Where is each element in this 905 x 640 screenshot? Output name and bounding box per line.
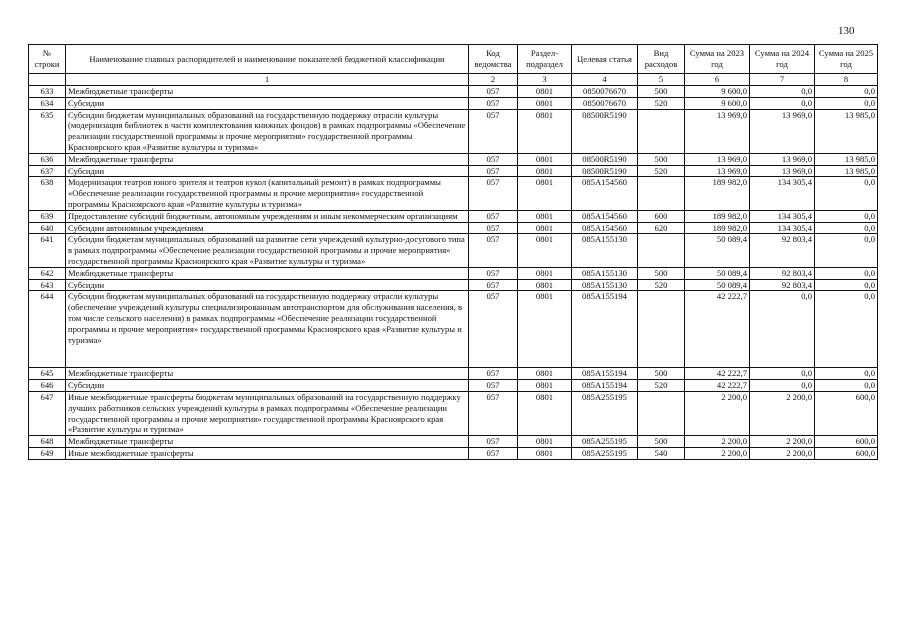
table-row — [29, 165, 878, 177]
row-dept-code: 057 — [469, 234, 518, 267]
row-name: Субсидии — [66, 380, 469, 392]
row-target: 0850076670 — [572, 86, 638, 98]
row-name: Иные межбюджетные трансферты бюджетам муниципальных образований на государственную поддержку лучших работников сельских учреждений культуры в рамках подпрограммы «Обеспечение реализации государственной программы и прочие мероприятия» государственной программы Красноярского края «Развитие культуры и туризма» — [66, 391, 469, 435]
row-target: 085А155130 — [572, 267, 638, 279]
row-sum-2024: 0,0 — [750, 368, 815, 380]
row-target: 085А255195 — [572, 447, 638, 459]
row-sum-2023: 50 089,4 — [685, 267, 750, 279]
row-section: 0801 — [518, 368, 572, 380]
header-section: Раздел-подраздел — [518, 45, 572, 74]
row-sum-2023: 9 600,0 — [685, 86, 750, 98]
row-exp-type: 500 — [638, 86, 685, 98]
row-target: 0850076670 — [572, 97, 638, 109]
row-exp-type: 620 — [638, 222, 685, 234]
header-sum-2024: Сумма на 2024 год — [750, 45, 815, 74]
row-number: 649 — [29, 447, 66, 459]
row-sum-2023: 2 200,0 — [685, 447, 750, 459]
row-sum-2023: 9 600,0 — [685, 97, 750, 109]
row-dept-code: 057 — [469, 210, 518, 222]
row-exp-type: 600 — [638, 210, 685, 222]
row-dept-code: 057 — [469, 447, 518, 459]
row-sum-2025: 0,0 — [815, 368, 878, 380]
table-row — [29, 380, 878, 392]
row-number: 635 — [29, 109, 66, 153]
row-section: 0801 — [518, 86, 572, 98]
row-sum-2023: 2 200,0 — [685, 391, 750, 435]
row-number: 634 — [29, 97, 66, 109]
row-dept-code: 057 — [469, 97, 518, 109]
row-number: 643 — [29, 279, 66, 291]
table-row — [29, 177, 878, 210]
row-number: 641 — [29, 234, 66, 267]
row-section: 0801 — [518, 234, 572, 267]
row-target: 085А255195 — [572, 391, 638, 435]
row-exp-type: 520 — [638, 279, 685, 291]
row-number: 647 — [29, 391, 66, 435]
table-row — [29, 210, 878, 222]
row-sum-2025: 0,0 — [815, 234, 878, 267]
page-number: 130 — [838, 25, 855, 37]
row-sum-2024: 134 305,4 — [750, 177, 815, 210]
row-number: 646 — [29, 380, 66, 392]
row-dept-code: 057 — [469, 109, 518, 153]
column-number — [29, 74, 66, 86]
row-section: 0801 — [518, 177, 572, 210]
row-number: 639 — [29, 210, 66, 222]
header-row — [29, 45, 878, 74]
row-number: 648 — [29, 436, 66, 448]
row-exp-type: 520 — [638, 97, 685, 109]
row-number: 645 — [29, 368, 66, 380]
row-sum-2025: 0,0 — [815, 86, 878, 98]
row-number: 644 — [29, 291, 66, 368]
row-exp-type: 500 — [638, 153, 685, 165]
row-number: 642 — [29, 267, 66, 279]
table-row — [29, 153, 878, 165]
table-row — [29, 86, 878, 98]
row-section: 0801 — [518, 436, 572, 448]
column-number: 8 — [815, 74, 878, 86]
row-dept-code: 057 — [469, 279, 518, 291]
row-section: 0801 — [518, 210, 572, 222]
row-name: Субсидии — [66, 279, 469, 291]
row-number: 637 — [29, 165, 66, 177]
row-dept-code: 057 — [469, 165, 518, 177]
row-dept-code: 057 — [469, 436, 518, 448]
row-section: 0801 — [518, 391, 572, 435]
row-sum-2023: 189 982,0 — [685, 177, 750, 210]
row-target: 085А155194 — [572, 368, 638, 380]
row-dept-code: 057 — [469, 380, 518, 392]
row-sum-2024: 2 200,0 — [750, 447, 815, 459]
column-number: 4 — [572, 74, 638, 86]
row-name: Иные межбюджетные трансферты — [66, 447, 469, 459]
row-name: Субсидии — [66, 165, 469, 177]
row-sum-2024: 134 305,4 — [750, 222, 815, 234]
row-name: Межбюджетные трансферты — [66, 86, 469, 98]
row-dept-code: 057 — [469, 153, 518, 165]
table-row — [29, 234, 878, 267]
table-row — [29, 368, 878, 380]
header-sum-2025: Сумма на 2025 год — [815, 45, 878, 74]
table-row — [29, 279, 878, 291]
row-name: Межбюджетные трансферты — [66, 436, 469, 448]
row-sum-2024: 0,0 — [750, 97, 815, 109]
row-sum-2024: 2 200,0 — [750, 436, 815, 448]
column-number-row — [29, 74, 878, 86]
row-name: Субсидии бюджетам муниципальных образований на развитие сети учреждений культурно-досугового типа в рамках подпрограммы «Обеспечение реализации государственной программы и прочие мероприятия» государственной программы Красноярского края «Развитие культуры и туризма» — [66, 234, 469, 267]
row-dept-code: 057 — [469, 391, 518, 435]
header-row-no: № строки — [29, 45, 66, 74]
row-sum-2025: 600,0 — [815, 391, 878, 435]
row-dept-code: 057 — [469, 267, 518, 279]
row-exp-type: 520 — [638, 165, 685, 177]
table-row — [29, 267, 878, 279]
row-name: Межбюджетные трансферты — [66, 267, 469, 279]
table-row — [29, 436, 878, 448]
row-sum-2025: 13 985,0 — [815, 153, 878, 165]
row-target: 085А255195 — [572, 436, 638, 448]
row-exp-type — [638, 109, 685, 153]
table-row — [29, 447, 878, 459]
row-target: 08500R5190 — [572, 153, 638, 165]
table-row — [29, 391, 878, 435]
row-target: 085А154560 — [572, 177, 638, 210]
row-dept-code: 057 — [469, 291, 518, 368]
row-target: 08500R5190 — [572, 165, 638, 177]
table-row — [29, 109, 878, 153]
row-section: 0801 — [518, 380, 572, 392]
header-dept-code: Код ведомства — [469, 45, 518, 74]
row-sum-2023: 189 982,0 — [685, 222, 750, 234]
row-sum-2024: 92 803,4 — [750, 279, 815, 291]
row-exp-type — [638, 177, 685, 210]
column-number: 6 — [685, 74, 750, 86]
row-sum-2025: 0,0 — [815, 380, 878, 392]
row-exp-type: 500 — [638, 368, 685, 380]
row-sum-2024: 2 200,0 — [750, 391, 815, 435]
row-section: 0801 — [518, 447, 572, 459]
table-row — [29, 291, 878, 368]
row-section: 0801 — [518, 97, 572, 109]
row-sum-2025: 600,0 — [815, 447, 878, 459]
row-sum-2024: 13 969,0 — [750, 165, 815, 177]
row-sum-2024: 0,0 — [750, 291, 815, 368]
row-target: 085А155194 — [572, 291, 638, 368]
row-exp-type: 500 — [638, 267, 685, 279]
row-sum-2024: 0,0 — [750, 380, 815, 392]
table-row — [29, 97, 878, 109]
budget-table — [28, 44, 878, 460]
row-sum-2023: 42 222,7 — [685, 291, 750, 368]
row-target: 085А154560 — [572, 210, 638, 222]
column-number: 2 — [469, 74, 518, 86]
row-name: Субсидии бюджетам муниципальных образований на государственную поддержку отрасли культуры (модернизация библиотек в части комплектования книжных фондов) в рамках подпрограммы «Обеспечение реализации государственной программы и прочие мероприятия» государственной программы Красноярского края «Развитие культуры и туризма» — [66, 109, 469, 153]
row-target: 085А155194 — [572, 380, 638, 392]
row-exp-type — [638, 234, 685, 267]
row-dept-code: 057 — [469, 222, 518, 234]
row-target: 085А155130 — [572, 234, 638, 267]
row-sum-2025: 13 985,0 — [815, 109, 878, 153]
row-sum-2024: 0,0 — [750, 86, 815, 98]
column-number: 7 — [750, 74, 815, 86]
row-sum-2023: 189 982,0 — [685, 210, 750, 222]
row-sum-2023: 13 969,0 — [685, 153, 750, 165]
row-target: 085А155130 — [572, 279, 638, 291]
row-name: Субсидии бюджетам муниципальных образований на государственную поддержку отрасли культуры (обеспечение учреждений культуры специализированным автотранспортом для обслуживания населения, в том числе сельского населения) в рамках подпрограммы «Обеспечение реализации государственной программы и прочие мероприятия» государственной программы Красноярского края «Развитие культуры и туризма» — [66, 291, 469, 368]
header-exp-type: Вид расходов — [638, 45, 685, 74]
row-sum-2025: 0,0 — [815, 210, 878, 222]
row-sum-2025: 0,0 — [815, 222, 878, 234]
row-name: Межбюджетные трансферты — [66, 153, 469, 165]
row-sum-2024: 13 969,0 — [750, 153, 815, 165]
row-dept-code: 057 — [469, 177, 518, 210]
row-sum-2025: 0,0 — [815, 267, 878, 279]
row-dept-code: 057 — [469, 86, 518, 98]
row-sum-2023: 13 969,0 — [685, 109, 750, 153]
row-name: Межбюджетные трансферты — [66, 368, 469, 380]
row-sum-2024: 92 803,4 — [750, 234, 815, 267]
row-sum-2025: 600,0 — [815, 436, 878, 448]
row-sum-2023: 50 089,4 — [685, 234, 750, 267]
row-sum-2023: 2 200,0 — [685, 436, 750, 448]
row-name: Модернизация театров юного зрителя и театров кукол (капитальный ремонт) в рамках подпрограммы «Обеспечение реализации государственной программы и прочие мероприятия» государственной программы Красноярского края «Развитие культуры и туризма» — [66, 177, 469, 210]
row-sum-2025: 0,0 — [815, 291, 878, 368]
row-sum-2023: 42 222,7 — [685, 368, 750, 380]
row-name: Субсидии автономным учреждениям — [66, 222, 469, 234]
row-name: Субсидии — [66, 97, 469, 109]
row-section: 0801 — [518, 267, 572, 279]
row-section: 0801 — [518, 279, 572, 291]
row-sum-2023: 13 969,0 — [685, 165, 750, 177]
row-exp-type — [638, 291, 685, 368]
row-target: 085А154560 — [572, 222, 638, 234]
row-sum-2024: 134 305,4 — [750, 210, 815, 222]
row-number: 636 — [29, 153, 66, 165]
row-sum-2025: 0,0 — [815, 279, 878, 291]
row-sum-2025: 0,0 — [815, 177, 878, 210]
row-exp-type — [638, 391, 685, 435]
row-sum-2024: 13 969,0 — [750, 109, 815, 153]
row-name: Предоставление субсидий бюджетным, автономным учреждениям и иным некоммерческим организациям — [66, 210, 469, 222]
header-sum-2023: Сумма на 2023 год — [685, 45, 750, 74]
row-section: 0801 — [518, 291, 572, 368]
row-section: 0801 — [518, 109, 572, 153]
row-number: 633 — [29, 86, 66, 98]
row-exp-type: 500 — [638, 436, 685, 448]
row-section: 0801 — [518, 165, 572, 177]
row-sum-2023: 50 089,4 — [685, 279, 750, 291]
row-section: 0801 — [518, 222, 572, 234]
column-number: 3 — [518, 74, 572, 86]
header-name: Наименование главных распорядителей и наименование показателей бюджетной классификации — [66, 45, 469, 74]
row-dept-code: 057 — [469, 368, 518, 380]
row-exp-type: 520 — [638, 380, 685, 392]
row-sum-2025: 0,0 — [815, 97, 878, 109]
row-number: 638 — [29, 177, 66, 210]
row-sum-2025: 13 985,0 — [815, 165, 878, 177]
header-target: Целевая статья — [572, 45, 638, 74]
row-sum-2023: 42 222,7 — [685, 380, 750, 392]
column-number: 5 — [638, 74, 685, 86]
column-number: 1 — [66, 74, 469, 86]
row-sum-2024: 92 803,4 — [750, 267, 815, 279]
row-section: 0801 — [518, 153, 572, 165]
row-target: 08500R5190 — [572, 109, 638, 153]
row-number: 640 — [29, 222, 66, 234]
row-exp-type: 540 — [638, 447, 685, 459]
table-row — [29, 222, 878, 234]
